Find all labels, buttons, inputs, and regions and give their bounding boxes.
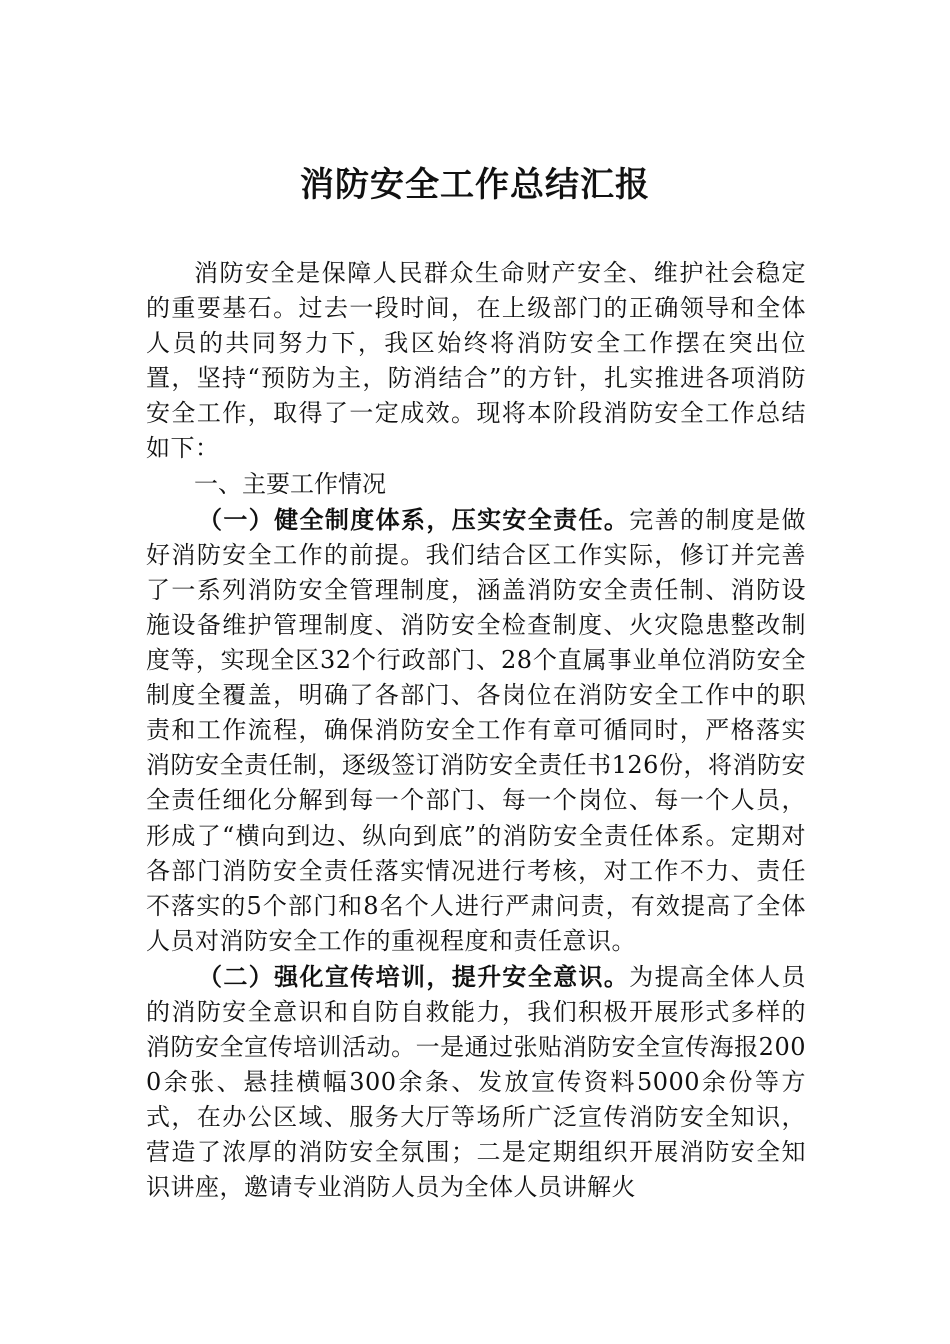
item-1-text: 完善的制度是做好消防安全工作的前提。我们结合区工作实际，修订并完善了一系列消防安全管理制度，涵盖消防安全责任制、消防设施设备维护管理制度、消防安全检查制度、火灾隐患整改制度等，实现全区32个行政部门、28个直属事业单位消防安全制度全覆盖，明确了各部门、各岗位在消防安全工作中的职责和工作流程，确保消防安全工作有章可循同时，严格落实消防安全责任制，逐级签订消防安全责任书126份，将消防安全责任细化分解到每一个部门、每一个岗位、每一个人员，形成了“横向到边、纵向到底”的消防安全责任体系。定期对各部门消防安全责任落实情况进行考核，对工作不力、责任不落实的5个部门和8名个人进行严肃问责，有效提高了全体人员对消防安全工作的重视程度和责任意识。 xyxy=(146,505,806,955)
item-2-lead: （二）强化宣传培训，提升安全意识。 xyxy=(198,961,630,991)
item-1-lead: （一）健全制度体系，压实安全责任。 xyxy=(198,504,630,534)
item-2-text: 为提高全体人员的消防安全意识和自防自救能力，我们积极开展形式多样的消防安全宣传培训活动。一是通过张贴消防安全宣传海报2000余张、悬挂横幅300余条、发放宣传资料5000余份等方式，在办公区域、服务大厅等场所广泛宣传消防安全知识，营造了浓厚的消防安全氛围；二是定期组织开展消防安全知识讲座，邀请专业消防人员为全体人员讲解火 xyxy=(146,962,806,1202)
intro-paragraph: 消防安全是保障人民群众生命财产安全、维护社会稳定的重要基石。过去一段时间，在上级部门的正确领导和全体人员的共同努力下，我区始终将消防安全工作摆在突出位置，坚持“预防为主，防消结合”的方针，扎实推进各项消防安全工作，取得了一定成效。现将本阶段消防安全工作总结如下： xyxy=(146,259,806,463)
document-body xyxy=(146,256,806,1206)
document-title: 消防安全工作总结汇报 xyxy=(300,165,650,205)
item-1-paragraph xyxy=(146,502,806,959)
section-heading: 一、主要工作情况 xyxy=(194,469,386,498)
item-2-paragraph xyxy=(146,959,806,1206)
